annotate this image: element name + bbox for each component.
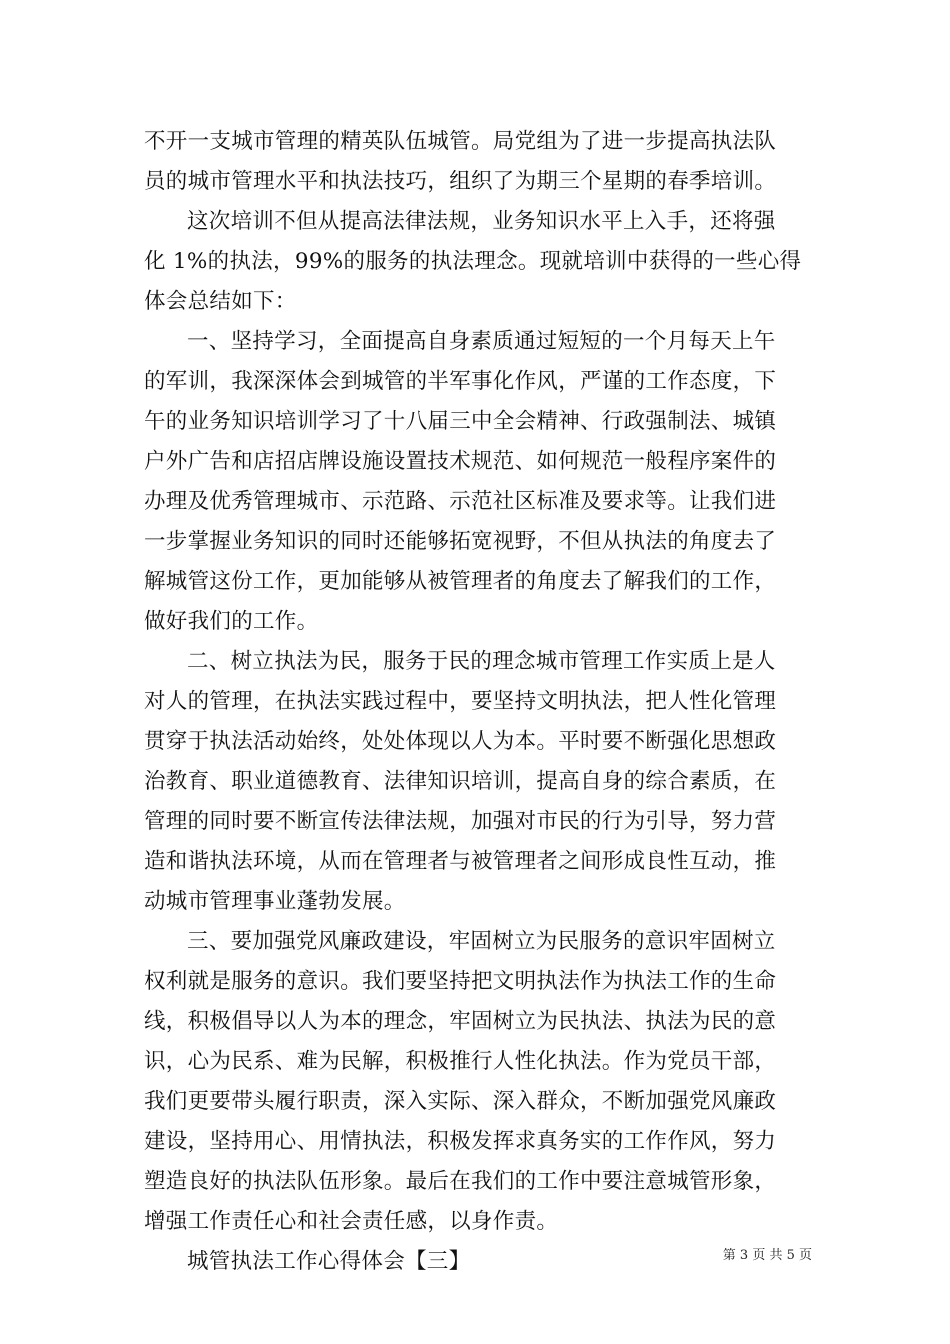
paragraph-line: 塑造良好的执法队伍形象。最后在我们的工作中要注意城管形象， bbox=[144, 1169, 777, 1194]
paragraph-line: 员的城市管理水平和执法技巧，组织了为期三个星期的春季培训。 bbox=[144, 169, 777, 194]
paragraph-line: 一步掌握业务知识的同时还能够拓宽视野，不但从执法的角度去了 bbox=[144, 529, 777, 554]
paragraph-line: 解城管这份工作，更加能够从被管理者的角度去了解我们的工作， bbox=[144, 569, 777, 594]
paragraph-line: 动城市管理事业蓬勃发展。 bbox=[144, 889, 406, 914]
section-heading: 城管执法工作心得体会【三】 bbox=[187, 1249, 471, 1274]
paragraph-line: 权利就是服务的意识。我们要坚持把文明执法作为执法工作的生命 bbox=[144, 969, 777, 994]
page-number: 第 3 页 共 5 页 bbox=[722, 1248, 812, 1263]
paragraph-line: 三、要加强党风廉政建设，牢固树立为民服务的意识牢固树立 bbox=[187, 929, 776, 954]
paragraph-line: 治教育、职业道德教育、法律知识培训，提高自身的综合素质，在 bbox=[144, 769, 777, 794]
paragraph-line: 造和谐执法环境，从而在管理者与被管理者之间形成良性互动，推 bbox=[144, 849, 777, 874]
paragraph-line: 的军训，我深深体会到城管的半军事化作风，严谨的工作态度，下 bbox=[144, 369, 777, 394]
paragraph-line: 做好我们的工作。 bbox=[144, 609, 319, 634]
paragraph-line: 管理的同时要不断宣传法律法规，加强对市民的行为引导，努力营 bbox=[144, 809, 777, 834]
paragraph-line: 增强工作责任心和社会责任感，以身作责。 bbox=[144, 1209, 559, 1234]
paragraph-line: 线，积极倡导以人为本的理念，牢固树立为民执法、执法为民的意 bbox=[144, 1009, 777, 1034]
paragraph-line: 建设，坚持用心、用情执法，积极发挥求真务实的工作作风，努力 bbox=[144, 1129, 777, 1154]
paragraph-line: 户外广告和店招店牌设施设置技术规范、如何规范一般程序案件的 bbox=[144, 449, 777, 474]
paragraph-line: 对人的管理，在执法实践过程中，要坚持文明执法，把人性化管理 bbox=[144, 689, 777, 714]
paragraph-line: 一、坚持学习，全面提高自身素质通过短短的一个月每天上午 bbox=[187, 329, 776, 354]
paragraph-line: 办理及优秀管理城市、示范路、示范社区标准及要求等。让我们进 bbox=[144, 489, 777, 514]
paragraph-line: 二、树立执法为民，服务于民的理念城市管理工作实质上是人 bbox=[187, 649, 776, 674]
paragraph-line: 贯穿于执法活动始终，处处体现以人为本。平时要不断强化思想政 bbox=[144, 729, 777, 754]
paragraph-line: 这次培训不但从提高法律法规，业务知识水平上入手，还将强 bbox=[187, 209, 776, 234]
paragraph-line: 化 1%的执法，99%的服务的执法理念。现就培训中获得的一些心得 bbox=[144, 249, 802, 274]
paragraph-line: 我们更要带头履行职责，深入实际、深入群众，不断加强党风廉政 bbox=[144, 1089, 777, 1114]
paragraph-line: 识，心为民系、难为民解，积极推行人性化执法。作为党员干部， bbox=[144, 1049, 777, 1074]
paragraph-line: 体会总结如下： bbox=[144, 289, 297, 314]
paragraph-line: 不开一支城市管理的精英队伍城管。局党组为了进一步提高执法队 bbox=[144, 129, 777, 154]
paragraph-line: 午的业务知识培训学习了十八届三中全会精神、行政强制法、城镇 bbox=[144, 409, 777, 434]
